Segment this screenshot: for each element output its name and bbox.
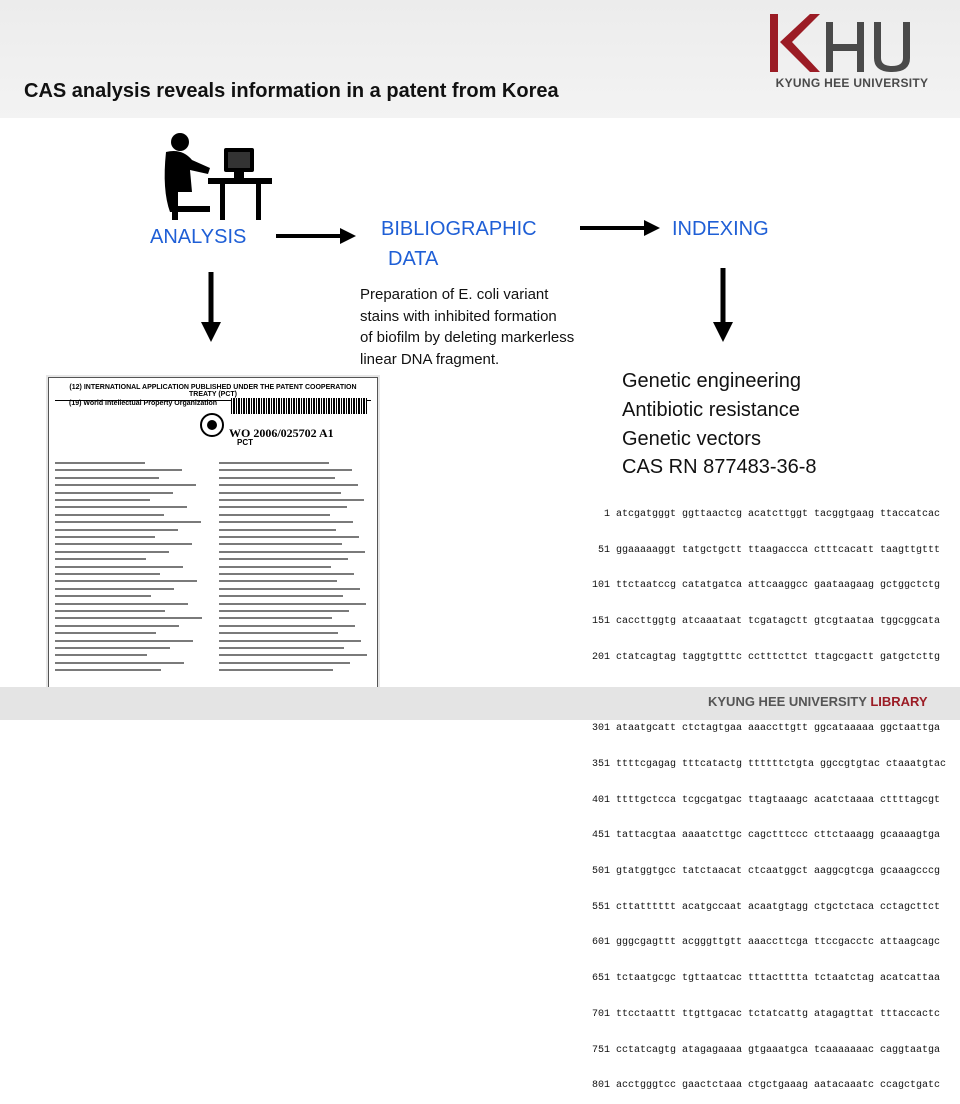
sequence-line: 551 cttatttttt acatgccaat acaatgtagg ctgctctaca cctagcttct [592,901,941,913]
sequence-line: 701 ttcctaattt ttgttgacac tctatcattg atagagttat tttaccactc [592,1008,941,1020]
patent-text-line [219,595,343,597]
patent-text-line [55,477,159,479]
patent-text-line [219,484,358,486]
patent-text-line [55,573,160,575]
patent-text-line [55,521,201,523]
indexing-label: INDEXING [672,218,769,240]
sequence-line: 501 gtatggtgcc tatctaacat ctcaatggct aaggcgtcga gcaaagcccg [592,866,941,877]
sequence-line: 451 tattacgtaa aaaatcttgc cagctttccc cttctaaagg gcaaaagtga [592,830,941,842]
patent-text-line [219,506,347,508]
patent-text-line [55,603,188,605]
patent-text-line [219,610,349,612]
wipo-seal-icon [199,412,225,438]
patent-text-line [55,617,202,619]
patent-text-line [55,654,147,656]
logo-k-arms [780,14,820,72]
patent-text-line [55,625,179,627]
patent-org: (19) World Intellectual Property Organization [69,400,218,407]
patent-text-line [219,536,359,538]
patent-text-line [219,462,329,464]
caption-line: of biofilm by deleting markerless [360,329,575,346]
footer-logo [708,694,928,709]
caption-line: Preparation of E. coli variant [360,286,549,303]
patent-text-line [219,588,360,590]
sequence-line: 51 ggaaaaaggt tatgctgctt ttaagaccca ctttcacatt taagttgttt [592,544,941,556]
person-at-computer-icon [148,130,278,222]
patent-text-line [55,566,183,568]
sequence-line: 151 caccttggtg atcaaataat tcgatagctt gtcgtaataa tggcggcata [592,615,941,627]
patent-text-line [219,477,335,479]
logo-k-stem [770,14,778,72]
patent-text-line [219,662,350,664]
cas-registry-number: CAS RN 877483-36-8 [622,456,817,478]
bibliographic-label: BIBLIOGRAPHIC [381,218,537,240]
patent-caption [360,284,574,370]
sequence-line: 1 atcgatgggt ggttaactcg acatcttggt tacggtgaag ttaccatcac [592,508,941,520]
patent-text-line [55,640,193,642]
patent-text-line [55,595,151,597]
patent-text-line [55,499,150,501]
patent-text-line [55,662,184,664]
patent-text-line [55,514,164,516]
patent-text-line [219,632,338,634]
patent-text-line [55,492,173,494]
caption-line: linear DNA fragment. [360,350,500,368]
patent-text-line [55,558,146,560]
patent-text-line [55,551,169,553]
patent-header: (12) INTERNATIONAL APPLICATION PUBLISHED UNDER THE PATENT COOPERATION TREATY (PCT) [55,384,371,401]
logo-subtitle: KYUNG HEE UNIVERSITY [775,76,929,90]
dna-sequence [592,485,946,1104]
patent-pct: PCT [237,438,253,447]
sequence-line: 651 tctaatgcgc tgttaatcac tttactttta tctaatctag acatcattaa [592,973,941,985]
sequence-line: 801 acctgggtcc gaactctaaa ctgctgaaag aatacaaatc ccagctgatc [592,1080,941,1092]
logo-h-right [857,22,864,72]
patent-document-image [48,377,378,692]
sequence-line: 101 ttctaatccg catatgatca attcaaggcc gaataagaag gctggctctg [592,580,941,592]
patent-text-line [219,603,366,605]
keyword-item: Antibiotic resistance [622,399,800,421]
patent-text-line [55,536,155,538]
patent-text-line [219,647,344,649]
patent-text-line [55,469,182,471]
patent-text-line [219,469,352,471]
keyword-item: Genetic vectors [622,428,761,450]
patent-text-line [55,462,145,464]
patent-text-line [55,632,156,634]
right-arrow-icon [276,226,358,246]
patent-text-line [219,617,332,619]
sequence-line: 351 ttttcgagag tttcatactg ttttttctgta ggccgtgtac ctaaatgtac [592,758,947,770]
patent-text-line [219,514,330,516]
sequence-line: 751 cctatcagtg atagagaaaa gtgaaatgca tcaaaaaaac caggtaatga [592,1044,941,1056]
sequence-line: 201 ctatcagtag taggtgtttc cctttcttct ttagcgactt gatgctcttg [592,651,941,663]
patent-text-line [55,506,187,508]
patent-text-line [219,521,353,523]
patent-text-line [55,610,165,612]
patent-text-line [219,558,348,560]
slide-title: CAS analysis reveals information in a patent from Korea [24,80,559,102]
down-arrow-icon [712,268,734,344]
patent-text-line [219,669,333,671]
patent-text-line [219,640,361,642]
patent-text-line [219,573,354,575]
patent-text-line [219,566,331,568]
patent-text-line [55,484,196,486]
keyword-item: Genetic engineering [622,370,802,392]
patent-text-line [219,499,364,501]
patent-text-line [55,580,197,582]
analysis-label: ANALYSIS [150,226,247,248]
footer-brand: KYUNG HEE UNIVERSITY [708,694,867,709]
barcode-icon [231,398,367,414]
caption-line: stains with inhibited formation [360,307,557,325]
footer-library: LIBRARY [870,694,928,709]
down-arrow-icon [200,272,222,344]
logo-u [874,22,910,72]
patent-text-line [219,529,336,531]
patent-text-line [219,543,342,545]
sequence-line: 601 gggcgagttt acgggttgtt aaaccttcga ttccgacctc attaagcagc [592,937,941,949]
patent-number: WO 2006/025702 A1 [229,426,334,440]
patent-text-line [219,551,365,553]
sequence-line: 401 ttttgctcca tcgcgatgac ttagtaaagc acatctaaaa cttttagcgt [592,794,941,806]
patent-text-line [219,580,337,582]
sequence-line: 301 ataatgcatt ctctagtgaa aaaccttgtt ggcataaaaa ggctaattga [592,723,941,735]
patent-text-line [55,647,170,649]
patent-text-line [55,669,161,671]
patent-text-line [55,543,192,545]
patent-text-line [219,625,355,627]
patent-text-line [219,492,341,494]
right-arrow-icon [580,218,662,238]
patent-text-line [219,654,367,656]
patent-text-line [55,529,178,531]
bibliographic-data-label: DATA [388,248,439,270]
patent-text-line [55,588,174,590]
